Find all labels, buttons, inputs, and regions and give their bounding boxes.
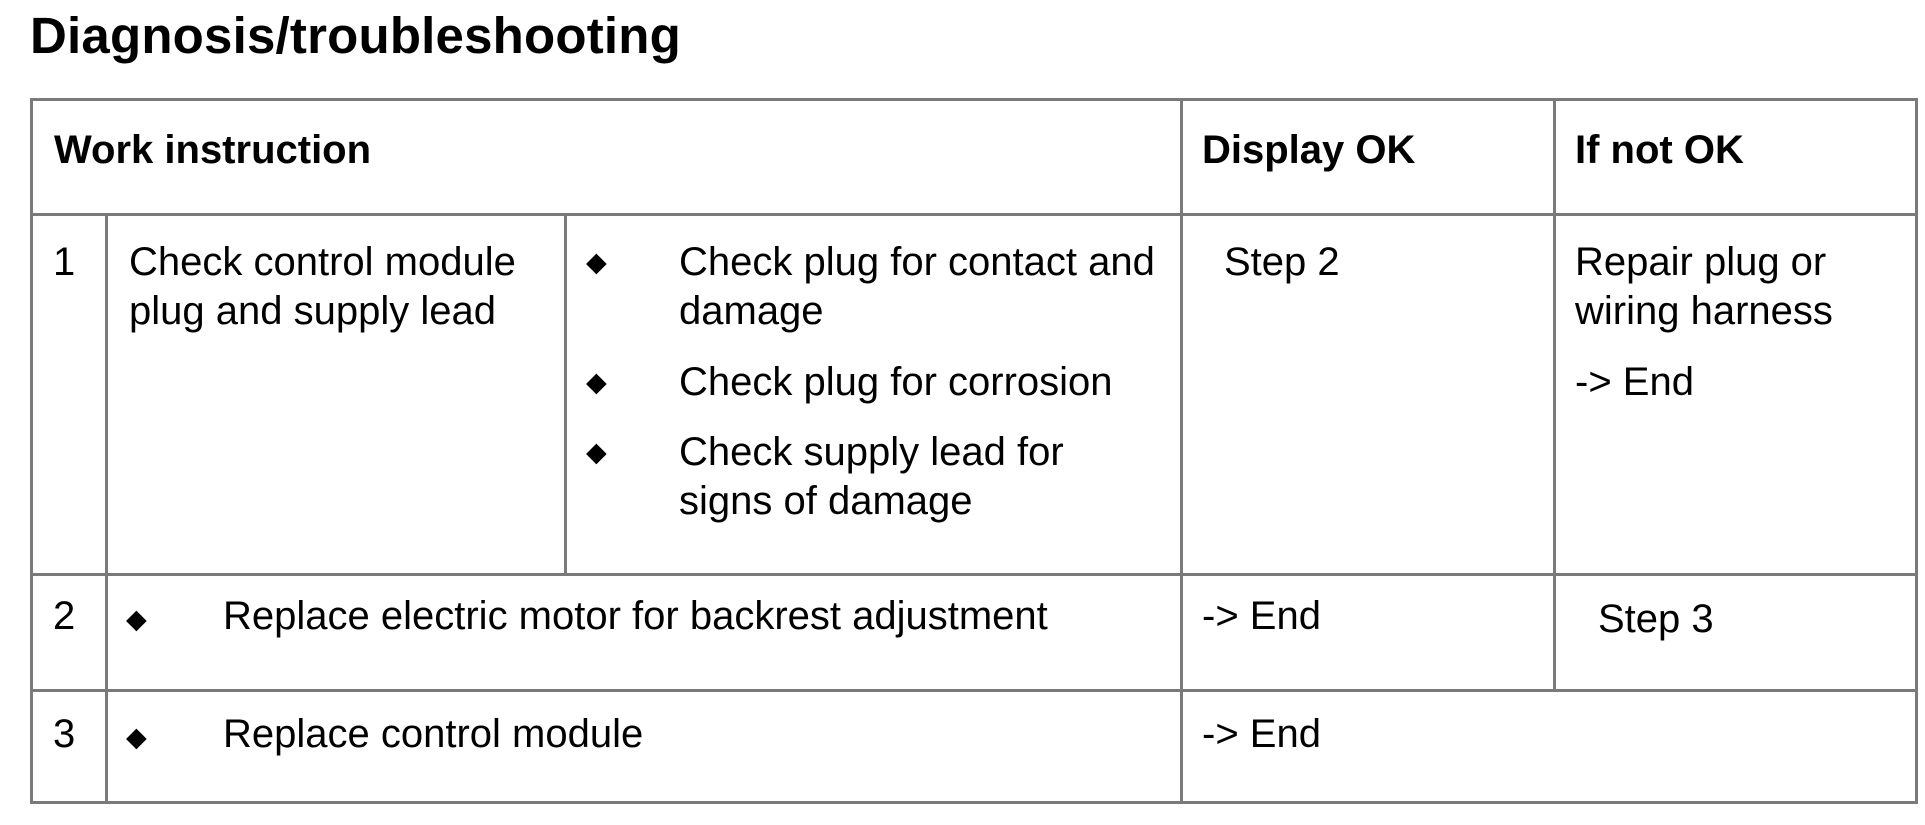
- troubleshooting-table: [30, 98, 1918, 804]
- step-column-divider: [105, 213, 108, 804]
- display-ok-column-divider: [1180, 101, 1183, 804]
- bullet-icon: ◆: [586, 247, 607, 277]
- row3-instruction: Replace control module: [223, 712, 644, 756]
- row3-display-ok: -> End: [1202, 712, 1321, 756]
- header-divider: [33, 213, 1915, 216]
- check-column-divider: [564, 213, 567, 576]
- bullet-icon: ◆: [126, 722, 147, 752]
- bullet-icon: ◆: [126, 604, 147, 634]
- row2-divider: [33, 689, 1915, 692]
- row2-instruction: Replace electric motor for backrest adjustment: [223, 594, 1048, 638]
- bullet-icon: ◆: [586, 367, 607, 397]
- row1-check2-line1: Check plug for corrosion: [679, 360, 1113, 404]
- row1-check3-line1: Check supply lead for: [679, 430, 1064, 474]
- row1-if-not-ok-line2: wiring harness: [1575, 289, 1833, 333]
- bullet-icon: ◆: [586, 437, 607, 467]
- row1-if-not-ok-line1: Repair plug or: [1575, 240, 1827, 284]
- row2-display-ok: -> End: [1202, 594, 1321, 638]
- row2-step-number: 2: [53, 594, 76, 638]
- row1-display-ok: Step 2: [1224, 240, 1340, 284]
- row1-if-not-ok-line3: -> End: [1575, 360, 1694, 404]
- row1-task-line1: Check control module: [129, 240, 516, 284]
- row1-divider: [33, 573, 1915, 576]
- row1-task-line2: plug and supply lead: [129, 289, 496, 333]
- header-if-not-ok: If not OK: [1575, 128, 1744, 172]
- header-display-ok: Display OK: [1202, 128, 1416, 172]
- row1-check1-line1: Check plug for contact and: [679, 240, 1155, 284]
- row1-step-number: 1: [53, 240, 76, 284]
- row1-check3-line2: signs of damage: [679, 479, 973, 523]
- row2-if-not-ok: Step 3: [1598, 597, 1714, 641]
- row1-check1-line2: damage: [679, 289, 824, 333]
- if-not-ok-column-divider: [1553, 101, 1556, 692]
- row3-step-number: 3: [53, 712, 76, 756]
- page-title: Diagnosis/troubleshooting: [30, 7, 681, 64]
- header-work-instruction: Work instruction: [54, 128, 372, 172]
